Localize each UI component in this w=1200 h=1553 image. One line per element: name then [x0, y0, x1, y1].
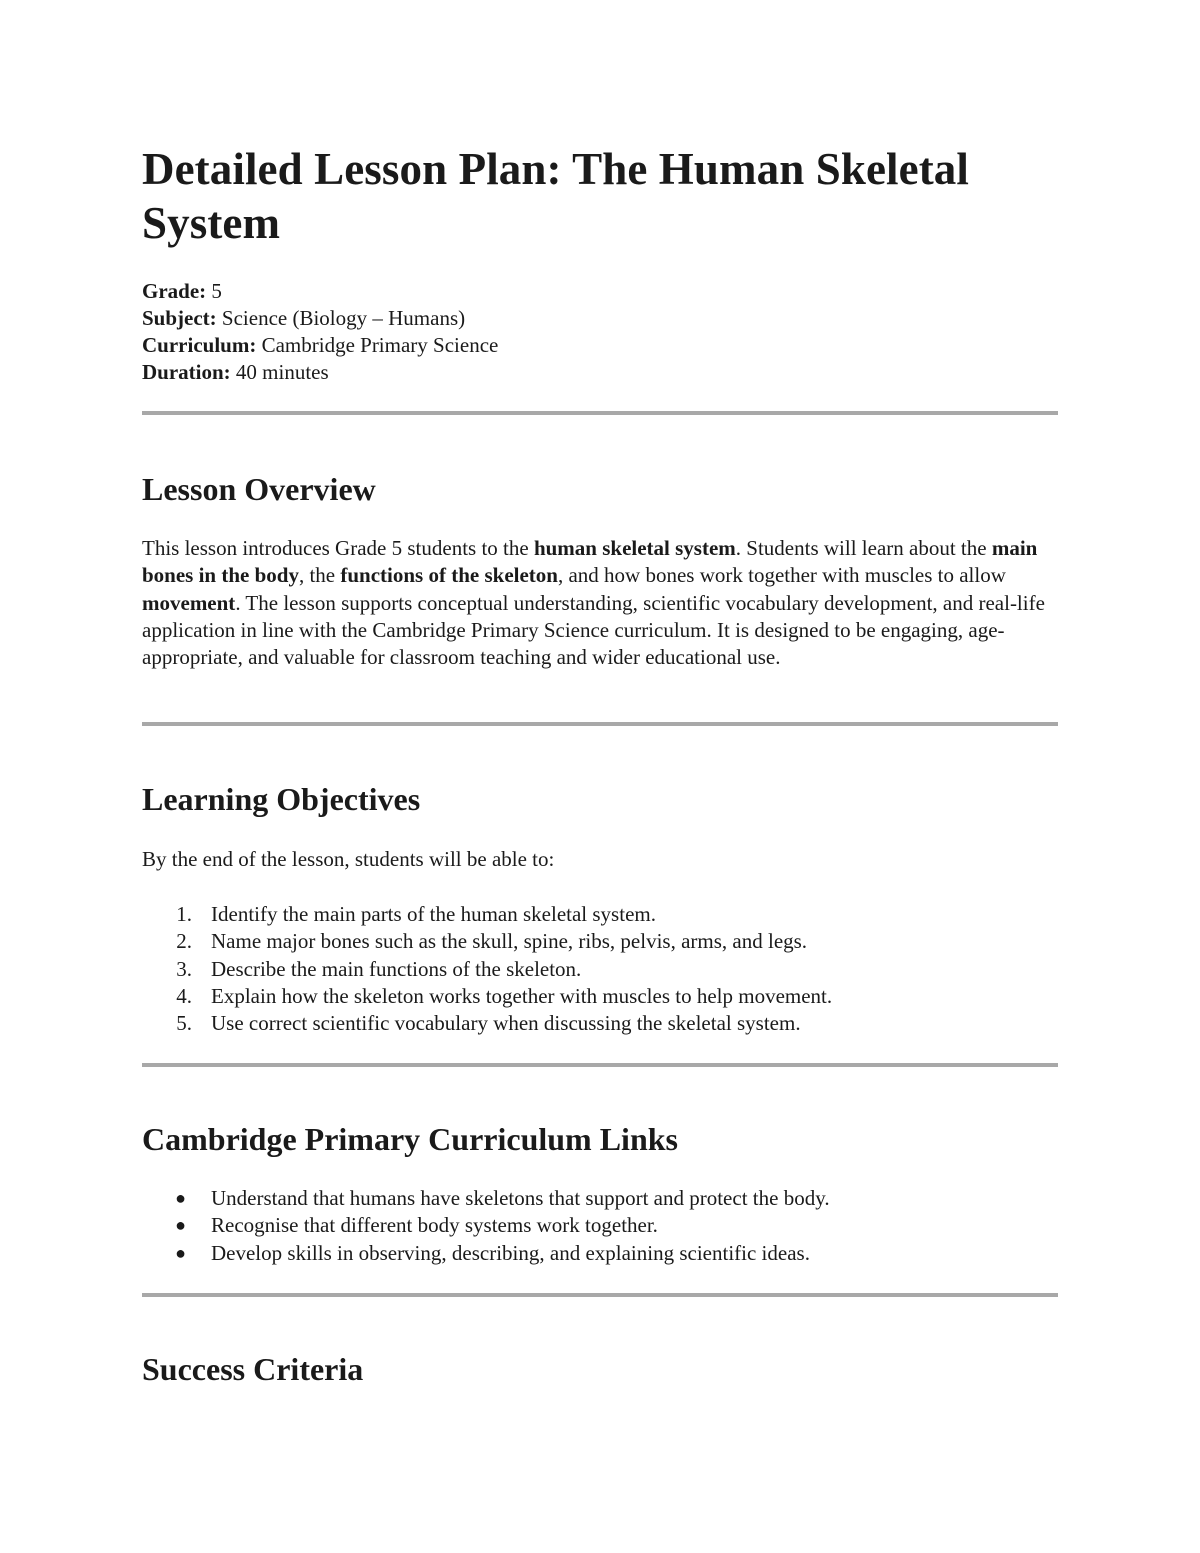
text-run: . The lesson supports conceptual understanding, scientific vocabulary development, and real-life application in line with the Cambridge Primary Science curriculum. It is designed to be engaging, age-appropriate, and valuable for classroom teaching and wider educational use. [142, 590, 1045, 670]
overview-paragraph [142, 535, 1058, 671]
list-item-text: Use correct scientific vocabulary when discussing the skeletal system. [211, 1011, 801, 1036]
list-item [142, 983, 832, 1010]
list-item [142, 928, 832, 955]
text-run: , and how bones work together with muscles to allow [557, 563, 1006, 588]
list-number: 1. [176, 902, 192, 926]
lesson-meta [142, 278, 498, 386]
meta-value: Science (Biology – Humans) [216, 306, 466, 330]
list-number: 5. [176, 1011, 192, 1036]
meta-label: Duration: [142, 360, 231, 384]
divider [142, 722, 1058, 726]
list-number: 4. [176, 983, 192, 1008]
list-number: 3. [176, 956, 192, 981]
bullet-icon: ● [175, 1215, 186, 1236]
section-heading-curriculum-links: Cambridge Primary Curriculum Links [142, 1121, 678, 1157]
meta-value: 5 [206, 279, 222, 303]
meta-curriculum [142, 332, 498, 359]
list-item [142, 1240, 830, 1267]
list-item-text: Explain how the skeleton works together with muscles to help movement. [211, 983, 833, 1008]
meta-value: Cambridge Primary Science [256, 333, 499, 357]
bold-run: functions of the skeleton [340, 563, 558, 588]
meta-duration [142, 359, 498, 386]
document-title: Detailed Lesson Plan: The Human Skeletal System [142, 144, 969, 248]
meta-label: Subject: [142, 306, 217, 330]
meta-label: Curriculum: [142, 333, 257, 357]
list-item [142, 901, 832, 928]
meta-label: Grade: [142, 279, 207, 303]
list-item [142, 1212, 830, 1239]
list-item [142, 1185, 830, 1212]
list-item-text: Develop skills in observing, describing, and explaining scientific ideas. [211, 1240, 810, 1265]
bold-run: human skeletal system [533, 536, 736, 560]
list-item-text: Describe the main functions of the skeleton. [211, 956, 582, 981]
meta-subject [142, 305, 498, 332]
bold-run: main bones in the body [142, 536, 1038, 588]
bullet-icon: ● [175, 1242, 186, 1263]
meta-value: 40 minutes [230, 360, 329, 384]
meta-grade [142, 278, 498, 305]
list-item-text: Name major bones such as the skull, spine, ribs, pelvis, arms, and legs. [211, 929, 808, 954]
text-run: , the [298, 563, 341, 588]
divider [142, 411, 1058, 415]
curriculum-links-list [142, 1185, 830, 1267]
list-item [142, 956, 832, 983]
bold-run: movement [142, 590, 236, 615]
section-heading-success-criteria: Success Criteria [142, 1351, 364, 1387]
objectives-intro: By the end of the lesson, students will be able to: [142, 847, 555, 871]
objectives-list [142, 901, 832, 1037]
list-number: 2. [176, 929, 192, 954]
list-item [142, 1010, 832, 1037]
section-heading-overview: Lesson Overview [142, 471, 376, 507]
divider [142, 1063, 1058, 1067]
section-heading-objectives: Learning Objectives [142, 781, 421, 817]
divider [142, 1293, 1058, 1297]
list-item-text: Recognise that different body systems work together. [211, 1213, 658, 1238]
text-run: This lesson introduces Grade 5 students to the [142, 536, 534, 560]
list-item-text: Identify the main parts of the human skeletal system. [211, 902, 656, 926]
text-run: . Students will learn about the [735, 536, 992, 560]
bullet-icon: ● [175, 1188, 186, 1208]
list-item-text: Understand that humans have skeletons that support and protect the body. [211, 1186, 830, 1210]
